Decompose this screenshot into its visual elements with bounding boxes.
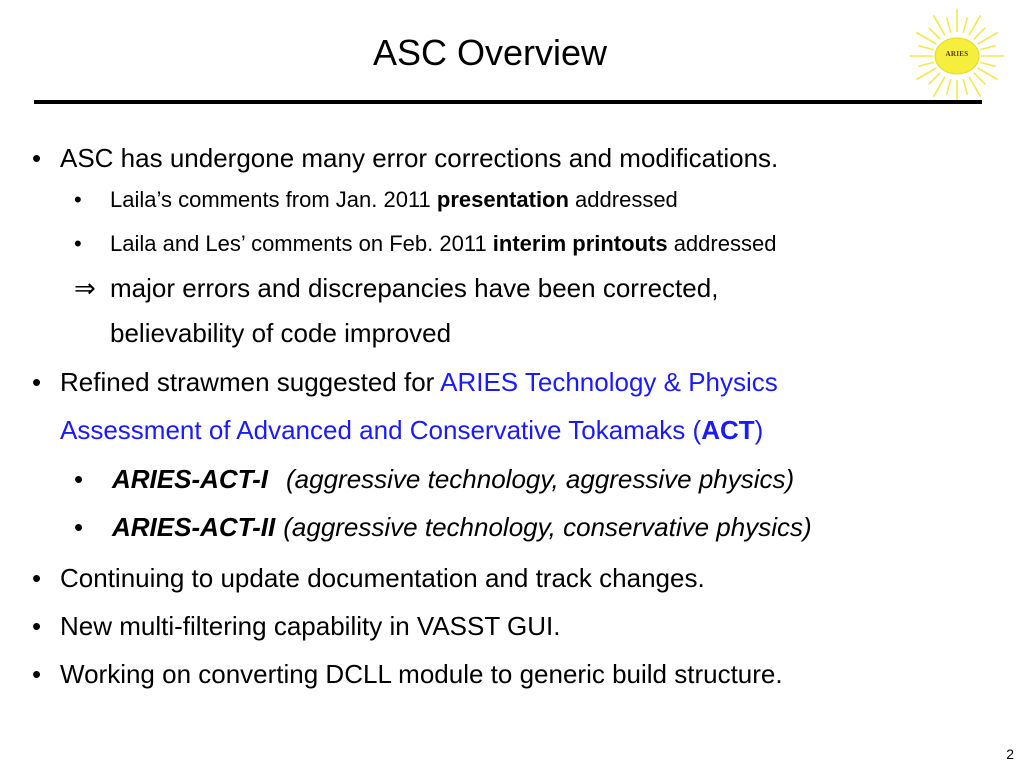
bullet-1b-marker: • [74,231,82,256]
sun-ray [916,33,936,45]
bullet-1b [110,230,776,258]
sun-ray [980,62,995,66]
bullet-1b-pre: Laila and Les’ comments on Feb. 2011 [110,231,493,256]
bullet-1a [110,186,678,214]
sun-ray [929,73,940,84]
sun-ray [916,68,936,80]
sun-ray [947,79,951,94]
implies-line-2: believability of code improved [110,318,452,348]
bullet-1a-post: addressed [568,187,678,212]
aries-logo [907,6,1007,106]
page-number: 2 [1006,746,1014,762]
implies-line-1: major errors and discrepancies have been corrected, [110,273,719,303]
bullet-2b-desc: (aggressive technology, conservative physics) [283,512,812,542]
bullet-1-marker: • [32,143,42,173]
sun-ray [978,33,998,45]
bullet-5-text: Working on converting DCLL module to generic build structure. [60,659,783,689]
bullet-1a-pre: Laila’s comments from Jan. 2011 [110,187,437,212]
bullet-4-text: New multi-filtering capability in VASST GUI. [60,611,561,641]
sun-ray [963,17,967,32]
sun-ray [929,28,940,39]
implies-icon: ⇒ [74,273,96,303]
aries-link-part-1: ARIES Technology & Physics [440,367,778,397]
bullet-2a-name: ARIES-ACT-I [112,464,268,494]
act-acronym: ACT [701,415,755,445]
logo-text: ARIES [945,50,969,58]
bullet-1b-bold: interim printouts [492,231,668,256]
bullet-2b [112,511,812,543]
aries-link-part-2: Assessment of Advanced and Conservative Tokamaks ( [60,415,702,445]
sun-ray [963,79,967,94]
bullet-2b-marker: • [74,512,84,542]
sun-ray [974,28,985,39]
title-divider [34,100,982,104]
bullet-1a-marker: • [74,187,82,212]
bullet-2a-marker: • [74,464,84,494]
bullet-2-marker: • [32,367,42,397]
sun-ray [934,15,946,35]
bullet-1a-bold: presentation [436,187,569,212]
bullet-2-line-2 [60,414,763,446]
bullet-5-marker: • [32,659,42,689]
bullet-3-text: Continuing to update documentation and track changes. [60,563,705,593]
act-close-paren: ) [754,415,764,445]
sun-ray [918,62,933,66]
bullet-3-marker: • [32,563,42,593]
bullet-4-marker: • [32,611,42,641]
sun-ray [969,15,981,35]
bullet-1b-post: addressed [667,231,777,256]
sun-ray [934,77,946,97]
sun-ray [978,68,998,80]
sun-ray [969,77,981,97]
bullet-2-pre: Refined strawmen suggested for [60,367,441,397]
bullet-2a-desc: (aggressive technology, aggressive physics) [286,464,795,494]
sun-ray [947,17,951,32]
bullet-2-line-1 [60,366,778,398]
bullet-2a [112,463,794,495]
bullet-1-text: ASC has undergone many error corrections and modifications. [60,143,779,173]
sun-ray [974,73,985,84]
bullet-2b-name: ARIES-ACT-II [112,512,276,542]
slide-title: ASC Overview [372,32,608,73]
